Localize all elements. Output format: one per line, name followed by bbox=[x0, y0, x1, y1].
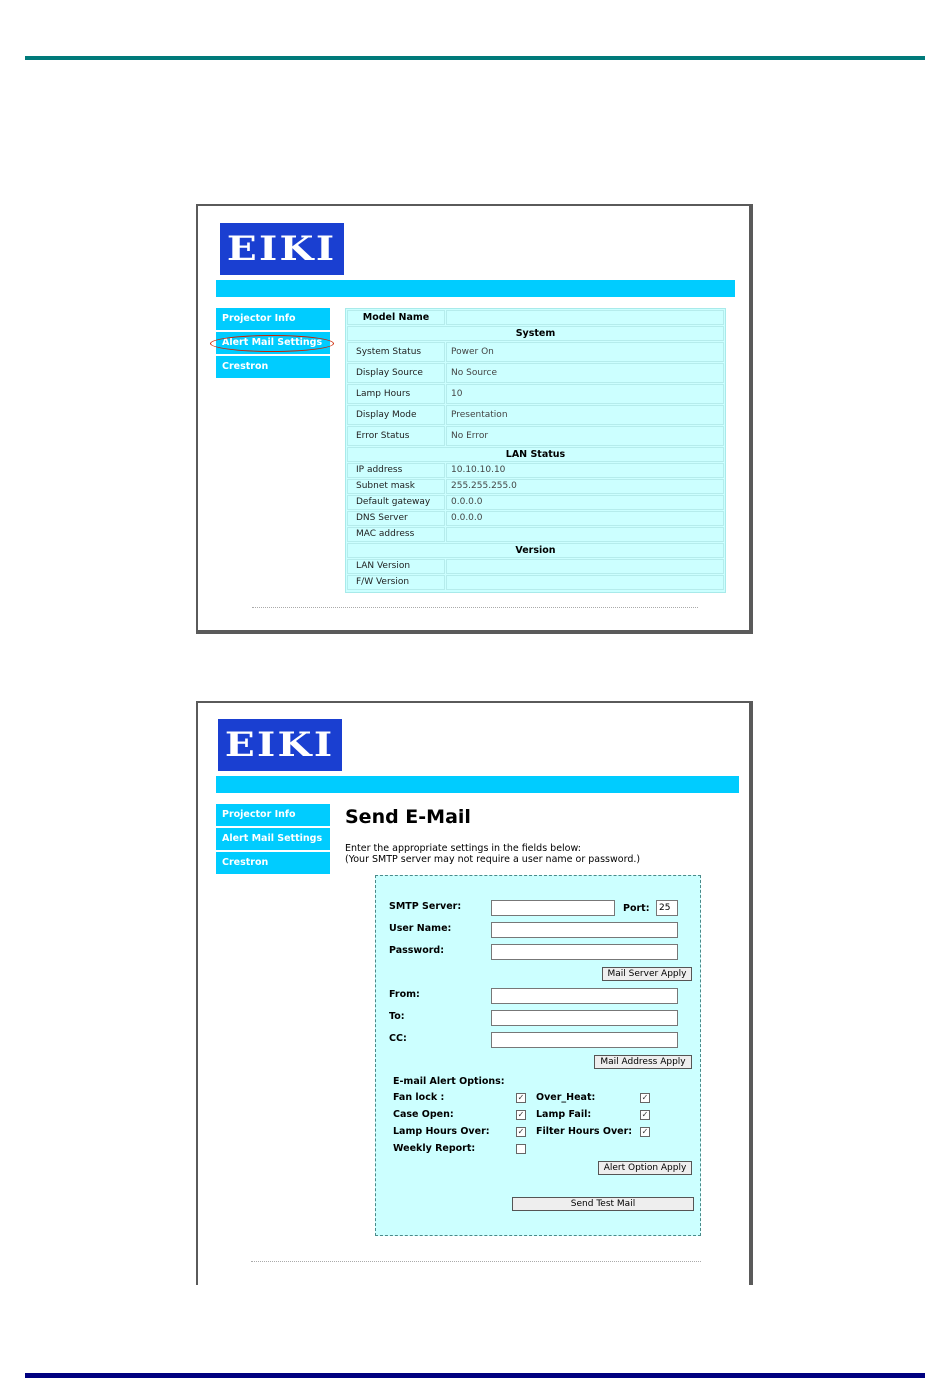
side-nav bbox=[216, 308, 330, 380]
bottom-rule bbox=[25, 1373, 925, 1378]
password-label: Password: bbox=[389, 945, 445, 956]
table-row: Error Status No Error bbox=[347, 426, 724, 446]
header-bar bbox=[216, 280, 735, 297]
model-name-value bbox=[446, 310, 724, 325]
user-name-label: User Name: bbox=[389, 923, 452, 934]
top-rule bbox=[25, 56, 925, 60]
fan-lock-label: Fan lock : bbox=[393, 1092, 445, 1103]
table-row bbox=[347, 310, 724, 325]
table-row: System Status Power On bbox=[347, 342, 724, 362]
over-heat-checkbox[interactable]: ✓ bbox=[641, 1093, 649, 1102]
lamp-hours-over-label: Lamp Hours Over: bbox=[393, 1126, 490, 1137]
from-input[interactable] bbox=[491, 988, 678, 1004]
nav-crestron[interactable]: Crestron bbox=[216, 852, 330, 874]
table-row: LAN Version bbox=[347, 559, 724, 574]
to-label: To: bbox=[389, 1011, 405, 1022]
lamp-fail-checkbox[interactable]: ✓ bbox=[641, 1110, 649, 1119]
alert-option-apply-button[interactable]: Alert Option Apply bbox=[598, 1161, 692, 1175]
mail-address-apply-button[interactable]: Mail Address Apply bbox=[594, 1055, 692, 1069]
table-row: Subnet mask 255.255.255.0 bbox=[347, 479, 724, 494]
table-row: DNS Server 0.0.0.0 bbox=[347, 511, 724, 526]
fan-lock-checkbox[interactable]: ✓ bbox=[517, 1093, 525, 1102]
lamp-hours-over-checkbox[interactable]: ✓ bbox=[517, 1127, 525, 1136]
from-label: From: bbox=[389, 989, 420, 1000]
port-label: Port: bbox=[623, 903, 650, 914]
side-nav bbox=[216, 804, 330, 876]
nav-alert-mail-settings[interactable]: Alert Mail Settings bbox=[216, 828, 330, 850]
case-open-checkbox[interactable]: ✓ bbox=[517, 1110, 525, 1119]
smtp-label: SMTP Server: bbox=[389, 901, 462, 912]
table-row: Default gateway 0.0.0.0 bbox=[347, 495, 724, 510]
nav-projector-info[interactable]: Projector Info bbox=[216, 308, 330, 330]
weekly-report-label: Weekly Report: bbox=[393, 1143, 476, 1154]
table-row: MAC address bbox=[347, 527, 724, 542]
projector-info-screenshot bbox=[196, 204, 753, 634]
footer-divider bbox=[252, 607, 698, 608]
table-row: F/W Version bbox=[347, 575, 724, 590]
mail-settings-panel bbox=[375, 875, 701, 1236]
case-open-label: Case Open: bbox=[393, 1109, 454, 1120]
smtp-server-input[interactable] bbox=[491, 900, 615, 916]
eiki-logo: EIKI bbox=[220, 223, 344, 275]
table-row: Lamp Hours 10 bbox=[347, 384, 724, 404]
alert-options-label: E-mail Alert Options: bbox=[393, 1076, 505, 1087]
table-row: IP address 10.10.10.10 bbox=[347, 463, 724, 478]
cc-label: CC: bbox=[389, 1033, 407, 1044]
filter-hours-over-label: Filter Hours Over: bbox=[536, 1126, 633, 1137]
nav-crestron[interactable]: Crestron bbox=[216, 356, 330, 378]
cc-input[interactable] bbox=[491, 1032, 678, 1048]
eiki-logo: EIKI bbox=[218, 719, 342, 771]
table-row: Display Mode Presentation bbox=[347, 405, 724, 425]
section-header: LAN Status bbox=[347, 447, 724, 462]
section-header: System bbox=[347, 326, 724, 341]
password-input[interactable] bbox=[491, 944, 678, 960]
send-email-screenshot bbox=[196, 701, 753, 1285]
model-name-label: Model Name bbox=[347, 310, 445, 325]
footer-divider bbox=[251, 1261, 701, 1262]
nav-alert-mail-settings[interactable]: Alert Mail Settings bbox=[216, 332, 330, 354]
intro-text: Enter the appropriate settings in the fields below: (Your SMTP server may not require a user name or password.) bbox=[345, 843, 641, 865]
port-input[interactable] bbox=[656, 900, 678, 916]
mail-server-apply-button[interactable]: Mail Server Apply bbox=[602, 967, 692, 981]
table-row: Display Source No Source bbox=[347, 363, 724, 383]
status-table bbox=[345, 308, 726, 593]
user-name-input[interactable] bbox=[491, 922, 678, 938]
send-test-mail-button[interactable]: Send Test Mail bbox=[512, 1197, 694, 1211]
section-header: Version bbox=[347, 543, 724, 558]
weekly-report-checkbox[interactable] bbox=[516, 1144, 526, 1154]
to-input[interactable] bbox=[491, 1010, 678, 1026]
nav-projector-info[interactable]: Projector Info bbox=[216, 804, 330, 826]
lamp-fail-label: Lamp Fail: bbox=[536, 1109, 592, 1120]
page-title: Send E-Mail bbox=[345, 806, 471, 828]
filter-hours-over-checkbox[interactable]: ✓ bbox=[641, 1127, 649, 1136]
header-bar bbox=[216, 776, 739, 793]
over-heat-label: Over_Heat: bbox=[536, 1092, 596, 1103]
